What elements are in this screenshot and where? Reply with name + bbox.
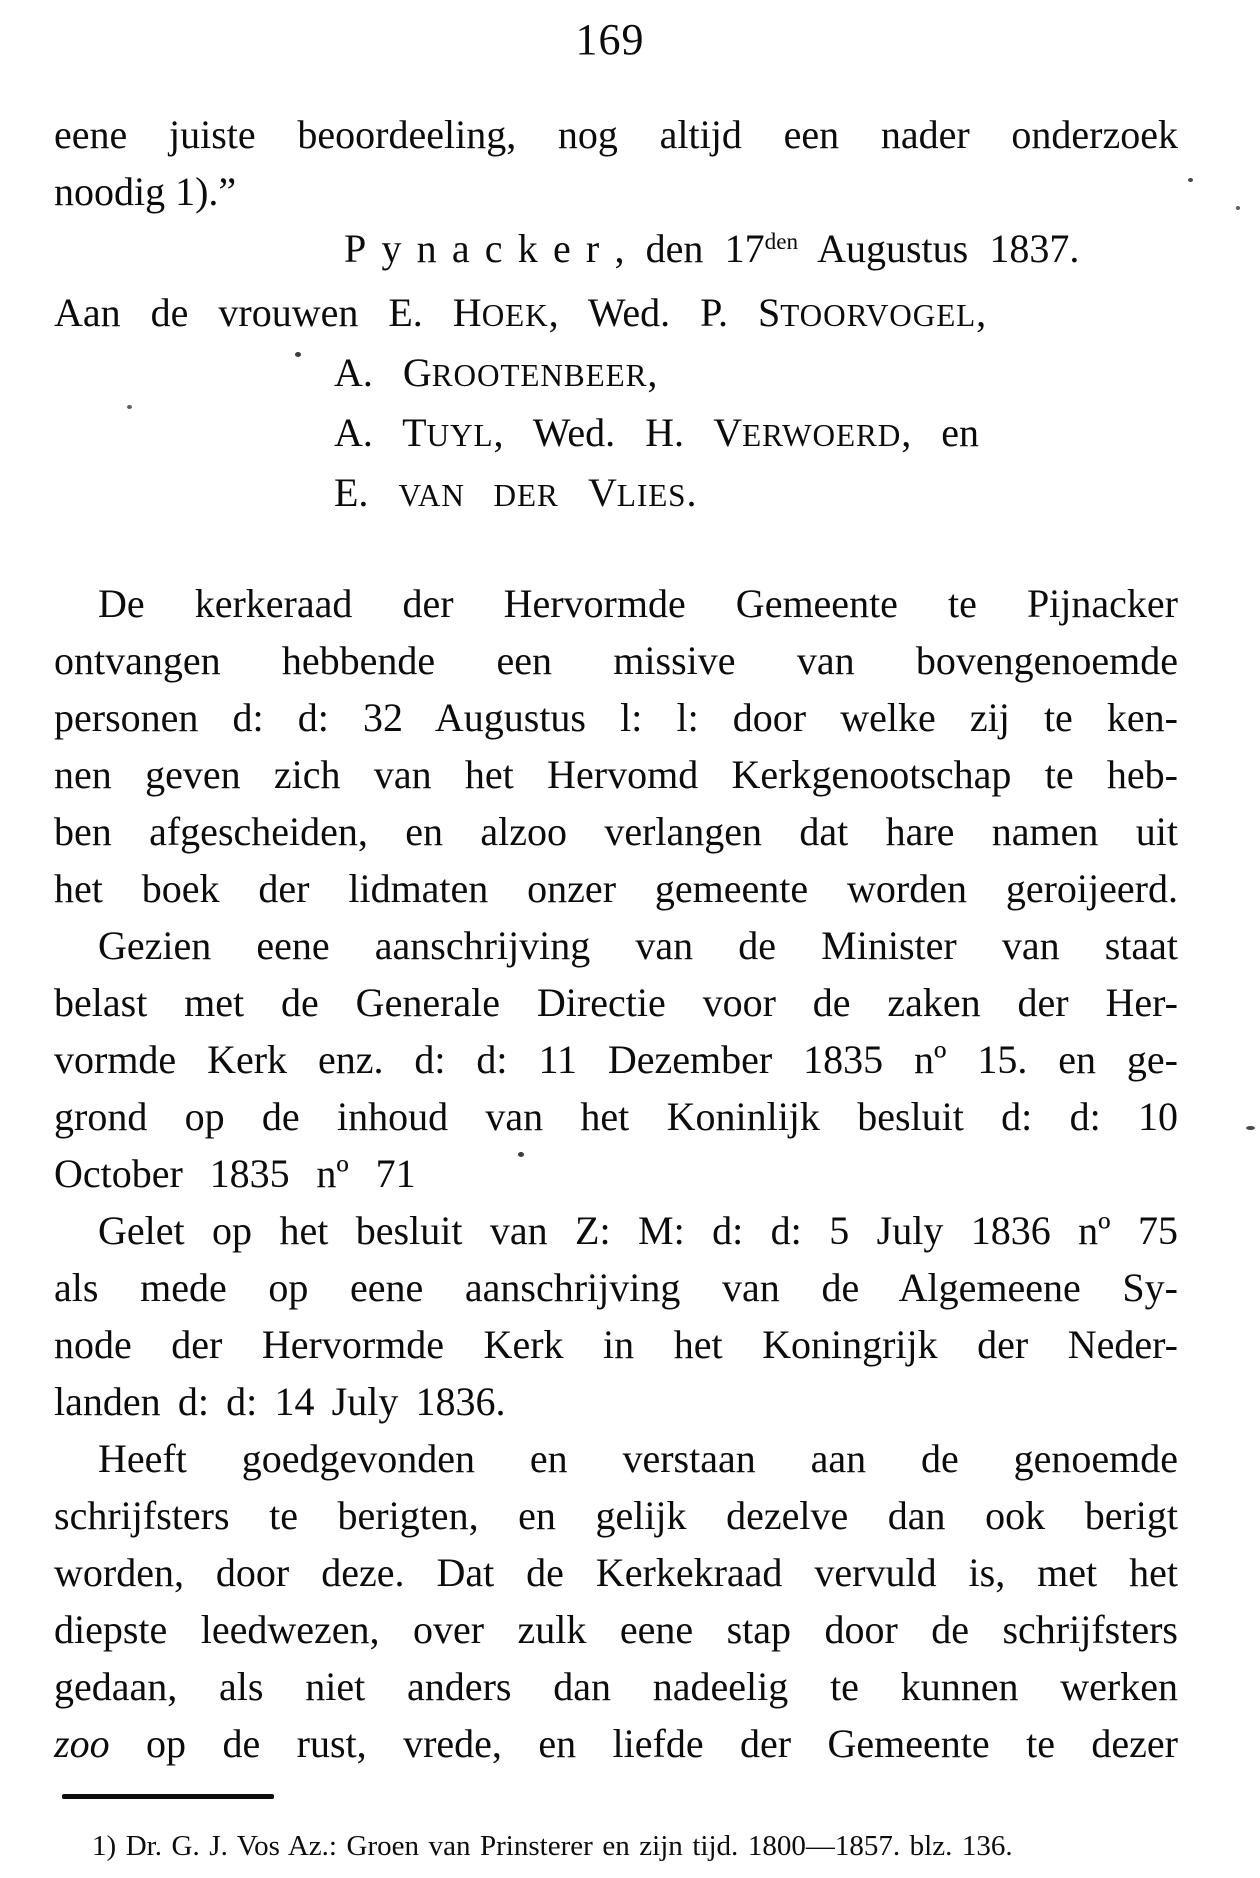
text-segment: 1) Dr. G. J. Vos Az.: Groen van Prinsterer en zijn tijd. 1800—1857. blz. 136. xyxy=(92,1830,1013,1862)
text-line xyxy=(54,575,1178,632)
text-segment: nen geven zich van het Hervomd Kerkgenootschap te heb- xyxy=(54,752,1178,797)
text-line xyxy=(54,917,1178,974)
text-segment: , Wed. H. V xyxy=(493,410,743,455)
text-segment: . xyxy=(686,470,697,515)
text-segment: , xyxy=(976,290,987,335)
text-segment: LIES xyxy=(616,478,687,513)
scan-artifact xyxy=(1236,206,1240,210)
addressee-line xyxy=(334,464,1178,524)
text-segment: Heeft goedgevonden en verstaan aan de genoemde xyxy=(98,1436,1178,1481)
scan-artifact xyxy=(1246,1126,1255,1130)
footnote-text xyxy=(92,1825,1178,1867)
text-line xyxy=(54,803,1178,860)
text-segment: den xyxy=(764,229,799,256)
text-line xyxy=(54,689,1178,746)
addressee-line xyxy=(54,284,1178,344)
scan-artifact xyxy=(518,1152,524,1157)
text-segment: , xyxy=(647,350,658,395)
page-number: 169 xyxy=(575,15,645,64)
body-paragraphs xyxy=(54,575,1178,1772)
text-segment: landen d: d: 14 July 1836. xyxy=(54,1379,506,1424)
text-segment: ROOTENBEER xyxy=(431,358,648,393)
addressee-line xyxy=(334,404,1178,464)
text-segment: A. G xyxy=(334,350,432,395)
text-line xyxy=(54,1544,1178,1601)
text-line xyxy=(54,1316,1178,1373)
dateline xyxy=(344,220,1178,284)
text-segment: worden, door deze. Dat de Kerkekraad vervuld is, met het xyxy=(54,1550,1178,1595)
scan-artifact xyxy=(295,352,301,357)
text-segment: E. xyxy=(334,470,399,515)
text-segment: gedaan, als niet anders dan nadeelig te kunnen werken xyxy=(54,1664,1178,1709)
letter-closing-block xyxy=(54,220,1178,524)
text-segment: VAN DER xyxy=(398,478,559,513)
text-segment: A. T xyxy=(334,410,427,455)
intro-line xyxy=(54,163,1178,220)
text-segment: eene juiste beoordeeling, nog altijd een nader onderzoek xyxy=(54,112,1178,157)
addressee-line xyxy=(334,344,1178,404)
intro-line xyxy=(54,106,1178,163)
text-line xyxy=(54,1145,1178,1202)
text-segment: , den 17 xyxy=(614,226,765,271)
text-segment: ERWOERD xyxy=(742,418,902,453)
text-line xyxy=(54,1031,1178,1088)
text-segment: belast met de Generale Directie voor de zaken der Her- xyxy=(54,980,1178,1025)
text-segment: Augustus 1837. xyxy=(798,226,1080,271)
text-segment: Gelet op het besluit van Z: M: d: d: 5 July 1836 nº 75 xyxy=(98,1208,1178,1253)
text-segment: UYL xyxy=(426,418,494,453)
text-segment: personen d: d: 32 Augustus l: l: door welke zij te ken- xyxy=(54,695,1178,740)
text-segment: diepste leedwezen, over zulk eene stap door de schrijfsters xyxy=(54,1607,1178,1652)
text-segment: Gezien eene aanschrijving van de Minister van staat xyxy=(98,923,1178,968)
text-segment: Pynacker xyxy=(344,226,615,271)
text-segment: noodig 1).” xyxy=(54,169,237,214)
text-line xyxy=(54,1259,1178,1316)
text-segment: het boek der lidmaten onzer gemeente worden geroijeerd. xyxy=(54,866,1178,911)
text-segment: , en xyxy=(901,410,979,455)
text-segment: OEK xyxy=(481,298,549,333)
text-segment: V xyxy=(558,470,617,515)
text-line xyxy=(54,860,1178,917)
text-line xyxy=(54,974,1178,1031)
text-line xyxy=(54,1487,1178,1544)
text-segment: Aan de vrouwen E. H xyxy=(54,290,482,335)
text-segment: als mede op eene aanschrijving van de Algemeene Sy- xyxy=(54,1265,1178,1310)
text-segment: op de rust, vrede, en liefde der Gemeente te dezer xyxy=(109,1721,1178,1766)
footnote-separator-rule xyxy=(62,1794,274,1799)
text-line xyxy=(54,1715,1178,1772)
text-segment: ben afgescheiden, en alzoo verlangen dat hare namen uit xyxy=(54,809,1178,854)
text-line xyxy=(54,1658,1178,1715)
text-segment: October 1835 nº 71 xyxy=(54,1151,416,1196)
text-segment: grond op de inhoud van het Koninlijk besluit d: d: 10 xyxy=(54,1094,1178,1139)
text-line xyxy=(54,1430,1178,1487)
text-segment: ontvangen hebbende een missive van bovengenoemde xyxy=(54,638,1178,683)
text-line xyxy=(54,632,1178,689)
text-segment: schrijfsters te berigten, en gelijk dezelve dan ook berigt xyxy=(54,1493,1178,1538)
text-segment: , Wed. P. S xyxy=(548,290,781,335)
scan-artifact xyxy=(127,405,132,409)
text-segment: TOORVOGEL xyxy=(780,298,977,333)
text-line xyxy=(54,1088,1178,1145)
text-line xyxy=(54,1202,1178,1259)
text-line xyxy=(54,1601,1178,1658)
text-segment: zoo xyxy=(54,1721,110,1766)
text-line xyxy=(54,1373,1178,1430)
footnote xyxy=(54,1825,1178,1867)
text-segment: vormde Kerk enz. d: d: 11 Dezember 1835 nº 15. en ge- xyxy=(54,1037,1178,1082)
text-segment: De kerkeraad der Hervormde Gemeente te Pijnacker xyxy=(98,581,1178,626)
text-segment: node der Hervormde Kerk in het Koningrijk der Neder- xyxy=(54,1322,1178,1367)
intro-paragraph xyxy=(54,106,1178,220)
scan-artifact xyxy=(1188,178,1193,182)
text-line xyxy=(54,746,1178,803)
